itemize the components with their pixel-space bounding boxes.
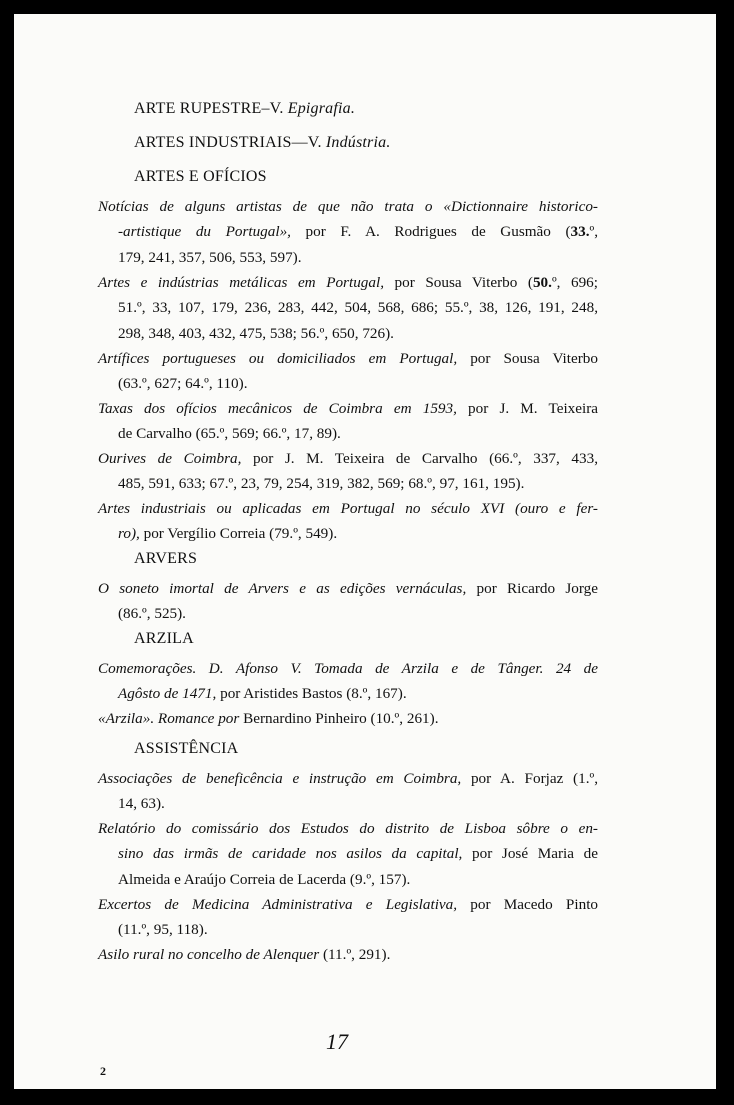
- heading-term: ARTE RUPESTRE: [134, 100, 262, 117]
- bibliography-entry: [98, 816, 598, 892]
- entry-line: Artífices portugueses ou domiciliados em Portugal, por Sousa Viterbo: [98, 350, 598, 367]
- entry-line: Comemorações. D. Afonso V. Tomada de Arzila e de Tânger. 24 de: [98, 660, 598, 677]
- bibliography-entry: [98, 446, 598, 497]
- entry-line: 485, 591, 633; 67.º, 23, 79, 254, 319, 382, 569; 68.º, 97, 161, 195).: [118, 475, 525, 493]
- entry-line: 14, 63).: [118, 795, 165, 813]
- bibliography-entry: [98, 892, 598, 943]
- bibliography-entry: [98, 656, 598, 707]
- entry-line: 179, 241, 357, 506, 553, 597).: [118, 248, 302, 266]
- heading-term: ARTES INDUSTRIAIS: [134, 134, 292, 151]
- entry-line: (63.º, 627; 64.º, 110).: [118, 375, 248, 393]
- entry-line: -artistique du Portugal», por F. A. Rodrigues de Gusmão (33.º,: [118, 223, 598, 241]
- see-reference: –V.: [261, 100, 288, 117]
- bibliography-entry: [98, 706, 598, 731]
- entry-line: (86.º, 525).: [118, 605, 186, 623]
- entry-line: sino das irmãs de caridade nos asilos da capital, por José Maria de: [118, 845, 598, 863]
- entry-line: Taxas dos ofícios mecânicos de Coimbra em 1593, por J. M. Teixeira: [98, 400, 599, 417]
- heading-arte-rupestre: [134, 100, 355, 118]
- bibliography-entry: [98, 270, 598, 346]
- bibliography-entry: [98, 396, 598, 447]
- entry-line: Artes industriais ou aplicadas em Portugal no século XVI (ouro e fer-: [98, 500, 598, 517]
- bibliography-entry: [98, 766, 598, 817]
- cross-reference: Indústria.: [325, 134, 391, 151]
- entry-line: Asilo rural no concelho de Alenquer (11.º, 291).: [98, 946, 391, 963]
- entry-line: Agôsto de 1471, por Aristides Bastos (8.º, 167).: [118, 685, 407, 703]
- entry-line: 298, 348, 403, 432, 475, 538; 56.º, 650, 726).: [118, 324, 394, 342]
- see-reference: —V.: [291, 134, 326, 151]
- entry-line: Notícias de alguns artistas de que não trata o «Dictionnaire historico-: [98, 198, 598, 215]
- entry-line: Relatório do comissário dos Estudos do distrito de Lisboa sôbre o en-: [98, 820, 598, 837]
- cross-reference: Epigrafia.: [287, 100, 356, 117]
- entry-line: «Arzila». Romance por Bernardino Pinheiro (10.º, 261).: [98, 710, 439, 727]
- signature-mark: 2: [100, 1064, 106, 1078]
- entry-line: Almeida e Araújo Correia de Lacerda (9.º, 157).: [118, 870, 411, 888]
- entry-line: (11.º, 95, 118).: [118, 921, 208, 939]
- entry-line: 51.º, 33, 107, 179, 236, 283, 442, 504, 568, 686; 55.º, 38, 126, 191, 248,: [118, 299, 598, 317]
- heading-artes-industriais: [134, 134, 391, 152]
- bibliography-entry: [98, 942, 598, 967]
- bibliography-entry: [98, 496, 598, 547]
- heading-arvers: ARVERS: [134, 550, 198, 567]
- document-page: [14, 14, 716, 1089]
- entry-line: ro), por Vergílio Correia (79.º, 549).: [118, 525, 338, 543]
- bibliography-entry: [98, 576, 598, 627]
- heading-assistencia: ASSISTÊNCIA: [134, 740, 239, 757]
- entry-line: Excertos de Medicina Administrativa e Legislativa, por Macedo Pinto: [98, 896, 599, 913]
- entry-line: Ourives de Coimbra, por J. M. Teixeira de Carvalho (66.º, 337, 433,: [98, 450, 598, 467]
- bibliography-entry: [98, 194, 598, 270]
- entry-line: Artes e indústrias metálicas em Portugal, por Sousa Viterbo (50.º, 696;: [98, 274, 598, 291]
- heading-arzila: ARZILA: [134, 630, 194, 647]
- entry-line: de Carvalho (65.º, 569; 66.º, 17, 89).: [118, 425, 341, 443]
- entry-line: O soneto imortal de Arvers e as edições vernáculas, por Ricardo Jorge: [98, 580, 598, 597]
- bibliography-entry: [98, 346, 598, 397]
- entry-line: Associações de beneficência e instrução em Coimbra, por A. Forjaz (1.º,: [98, 770, 598, 787]
- heading-artes-e-oficios: ARTES E OFÍCIOS: [134, 168, 267, 185]
- page-number: 17: [326, 1029, 348, 1054]
